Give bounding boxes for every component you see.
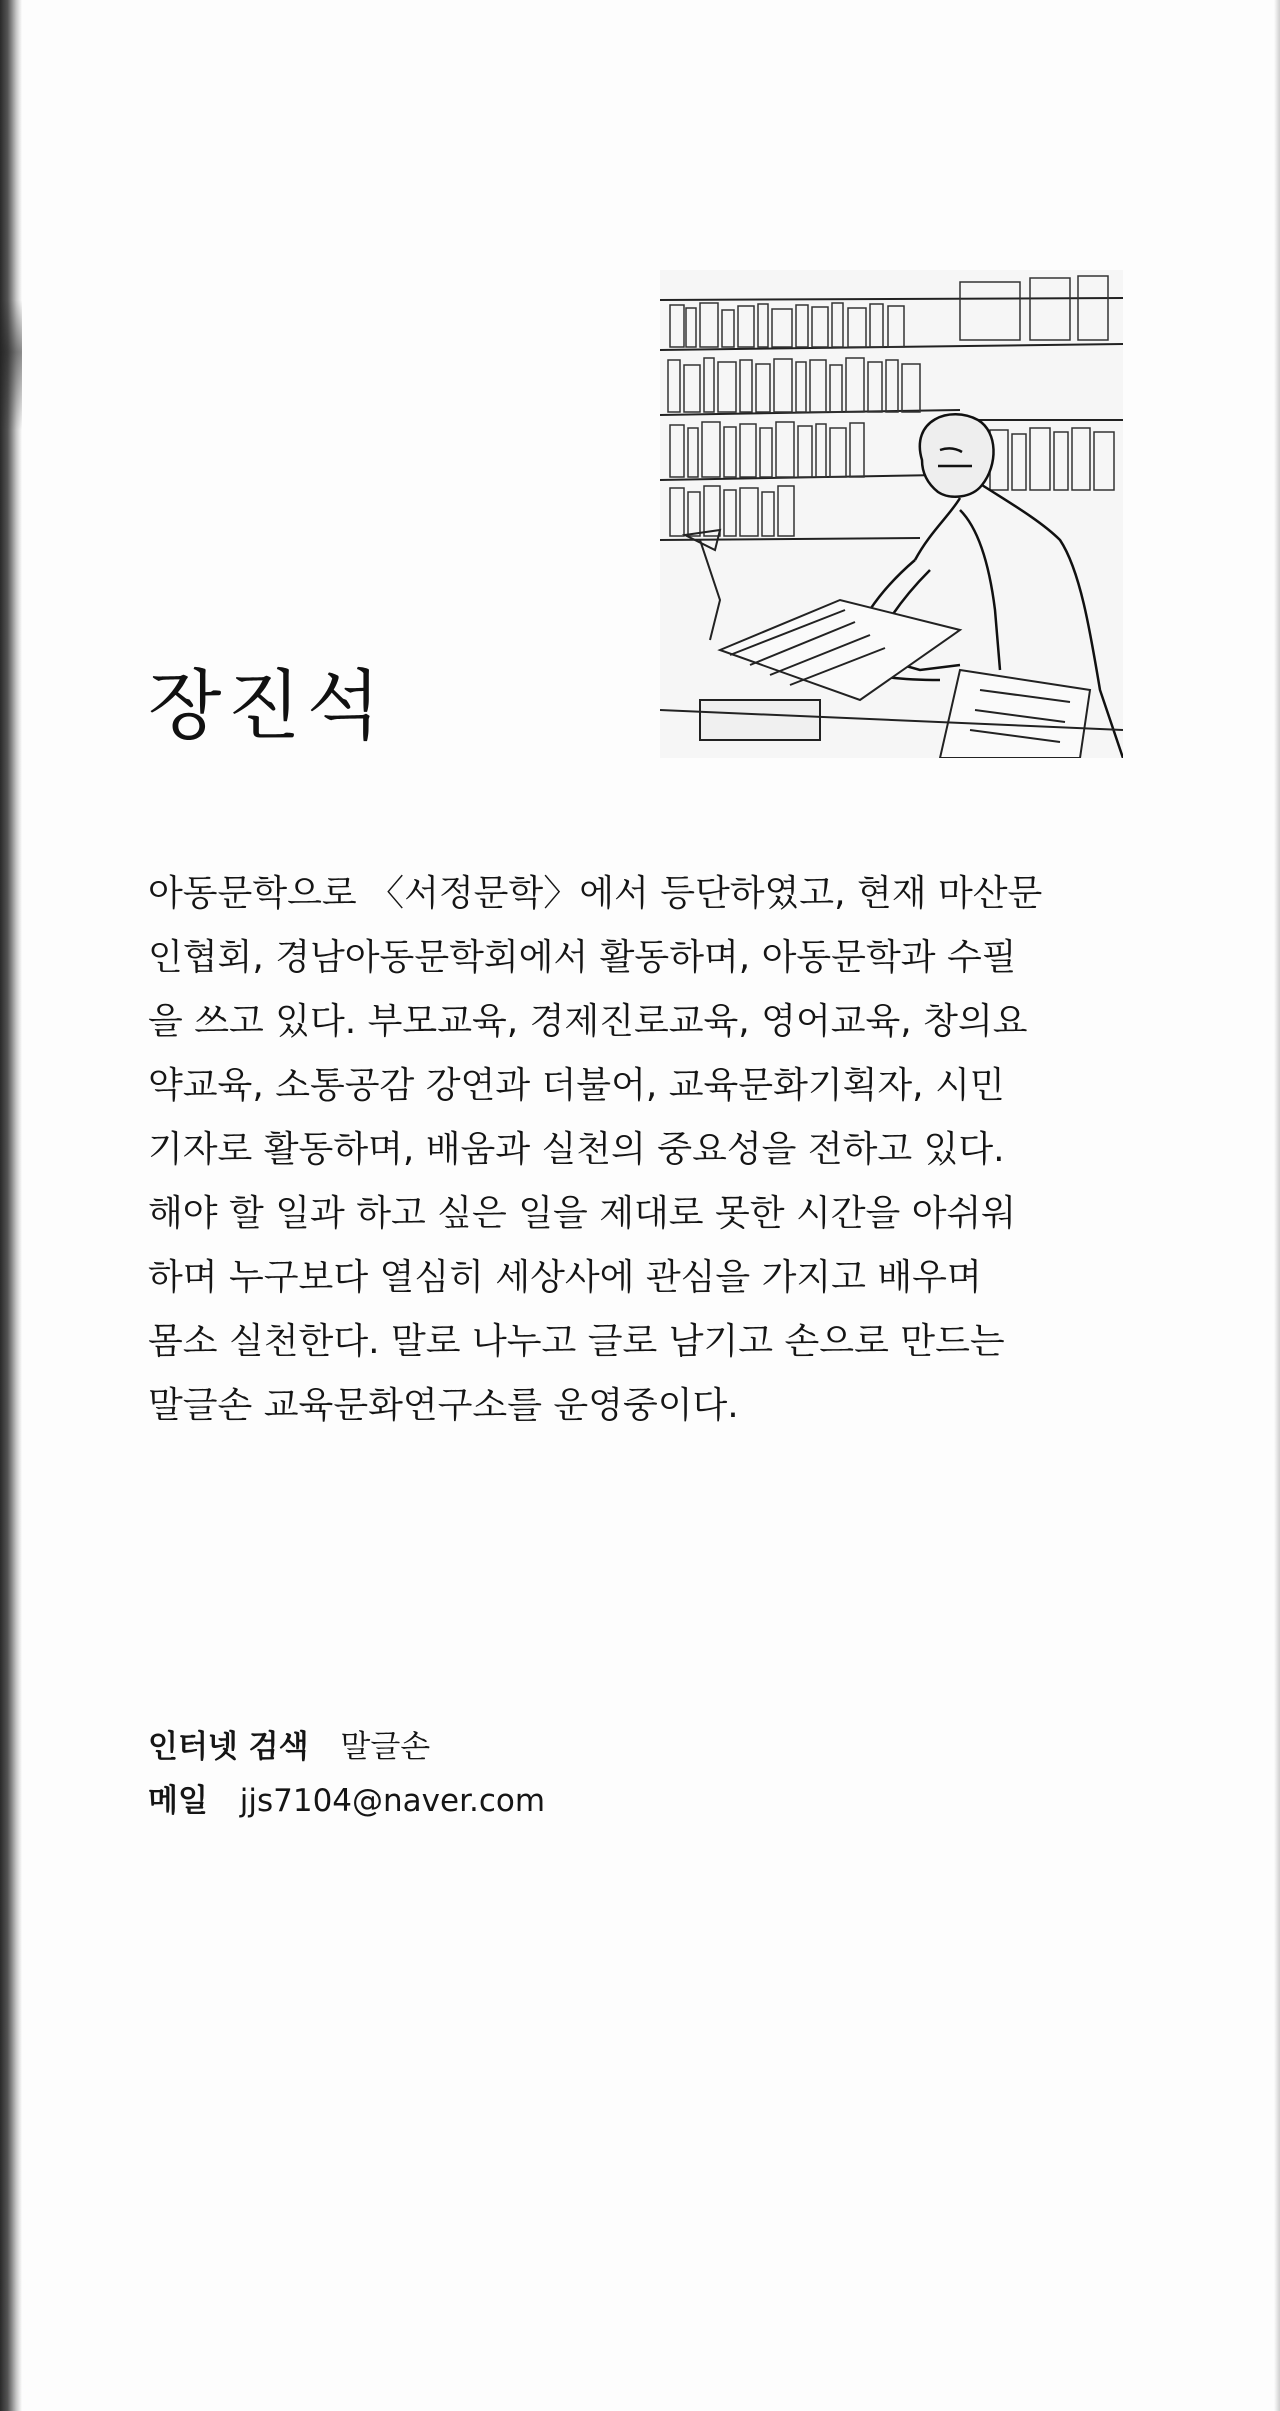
- bio-line: 약교육, 소통공감 강연과 더불어, 교육문화기획자, 시민: [148, 1065, 1005, 1106]
- bio-line: 하며 누구보다 열심히 세상사에 관심을 가지고 배우며: [148, 1257, 982, 1298]
- bio-line: 인협회, 경남아동문학회에서 활동하며, 아동문학과 수필: [148, 937, 1017, 978]
- author-bio: [148, 862, 1148, 1438]
- bio-line: 기자로 활동하며, 배움과 실천의 중요성을 전하고 있다.: [148, 1129, 1005, 1170]
- author-photo-icon: [660, 270, 1123, 758]
- bio-line: 아동문학으로 〈서정문학〉에서 등단하였고, 현재 마산문: [148, 873, 1043, 914]
- search-label: 인터넷 검색: [148, 1729, 309, 1765]
- email-label: 메일: [148, 1783, 208, 1819]
- bio-line: 해야 할 일과 하고 싶은 일을 제대로 못한 시간을 아쉬워: [148, 1193, 1017, 1234]
- author-portrait-sketch: [660, 270, 1123, 758]
- search-row: [148, 1720, 545, 1774]
- bio-line: 말글손 교육문화연구소를 운영중이다.: [148, 1385, 739, 1426]
- bio-line: 몸소 실천한다. 말로 나누고 글로 남기고 손으로 만드는: [148, 1321, 1005, 1362]
- search-keyword: 말글손: [340, 1729, 431, 1765]
- contact-info: [148, 1720, 545, 1828]
- bio-line: 을 쓰고 있다. 부모교육, 경제진로교육, 영어교육, 창의요: [148, 1001, 1028, 1042]
- email-row: [148, 1774, 545, 1828]
- binding-band: [0, 300, 22, 430]
- author-name: 장진석: [148, 661, 387, 750]
- email-address: jjs7104@naver.com: [239, 1783, 546, 1819]
- page-edge: [1274, 0, 1280, 2411]
